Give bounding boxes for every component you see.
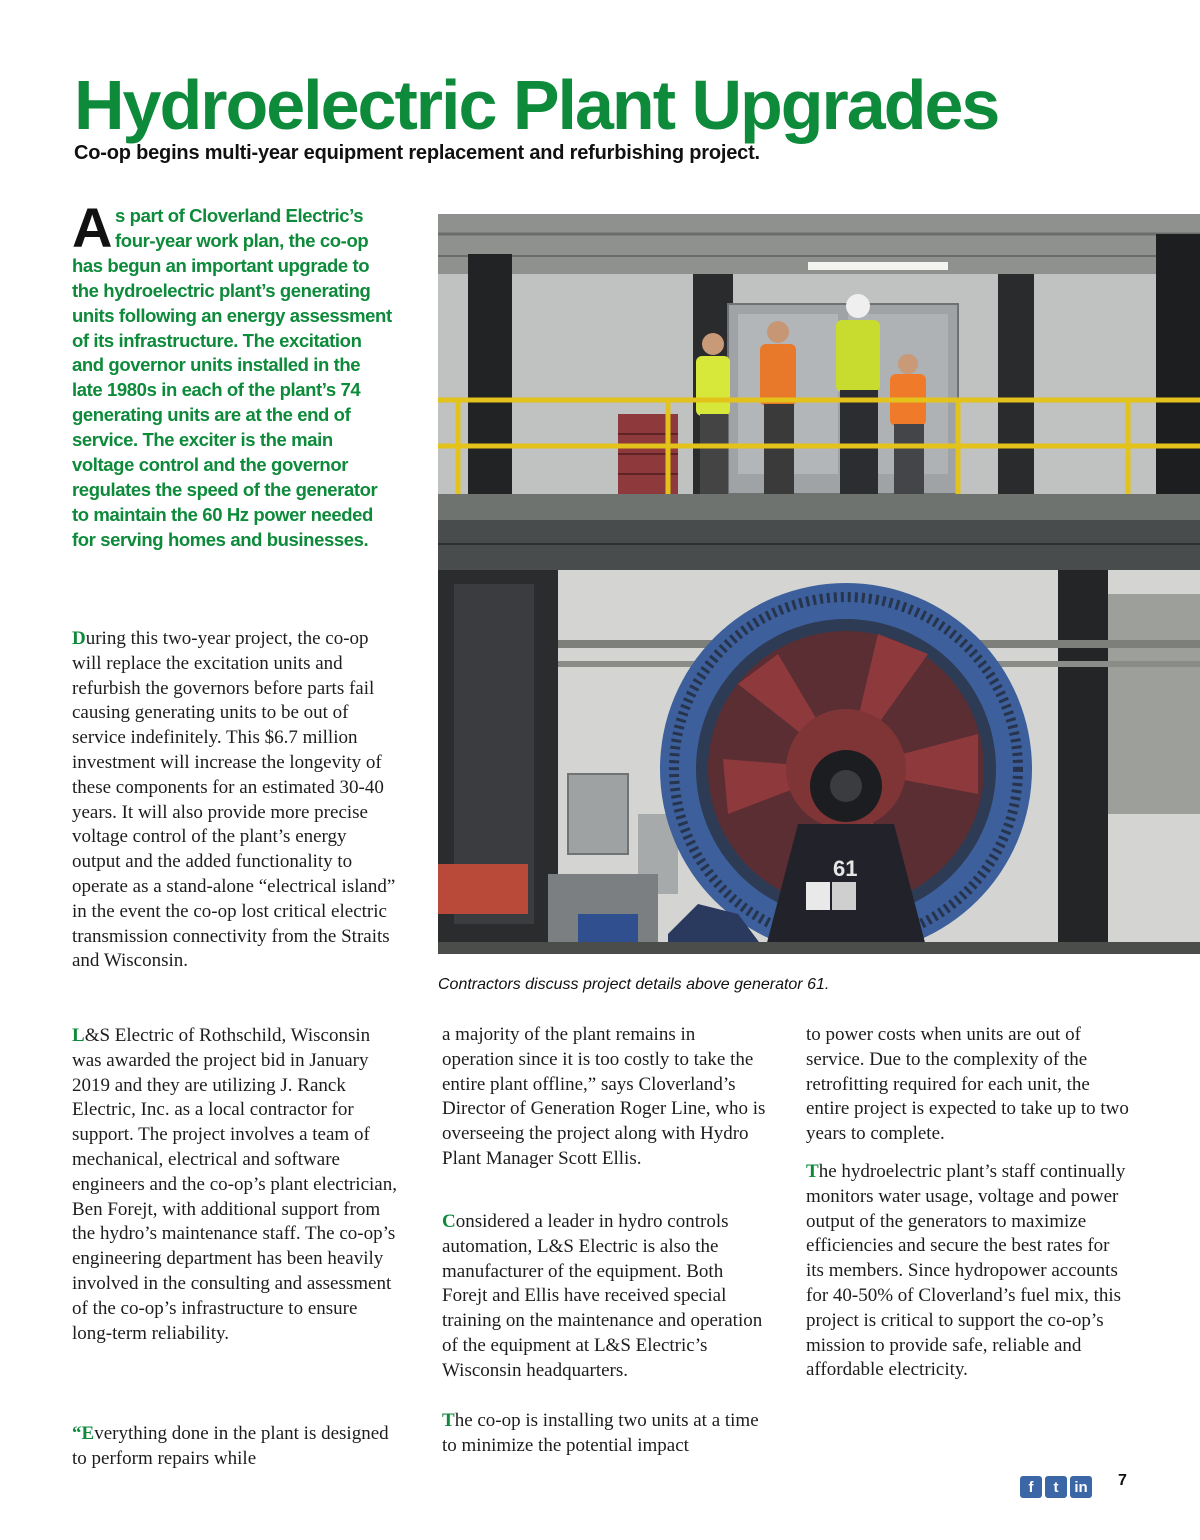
worker-figure xyxy=(890,354,926,494)
body-paragraph xyxy=(806,1160,1131,1383)
paragraph-text: he co-op is installing two units at a time to minimize the potential impact xyxy=(442,1410,759,1456)
paragraph-initial: D xyxy=(72,628,86,649)
paragraph-text: &S Electric of Rothschild, Wisconsin was awarded the project bid in January 2019 and they are utilizing J. Ranck Electric, Inc. as a local contractor for support. The project involves a team of mechanical, electrical and software engineers and the co-op’s plant electrician, Ben Forejt, with additional support from the hydro’s maintenance staff. The co-op’s engineering department has been heavily involved in the consulting and assessment of the co-op’s infrastructure to ensure long-term reliability. xyxy=(72,1025,397,1344)
lead-text: s part of Cloverland Electric’s four-year work plan, the co-op has begun an important upgrade to the hydroelectric plant’s generating units following an energy assessment of its infrastructure. The excitation and governor units installed in the late 1980s in each of the plant’s 74 generating units are at the end of service. The exciter is the main voltage control and the governor regulates the speed of the generator to maintain the 60 Hz power needed for serving homes and businesses. xyxy=(72,205,392,550)
paragraph-text: verything done in the plant is designed to perform repairs while xyxy=(72,1423,389,1469)
body-paragraph xyxy=(72,1024,397,1346)
body-paragraph xyxy=(442,1023,767,1172)
facebook-icon[interactable]: f xyxy=(1020,1476,1042,1498)
paragraph-text: a majority of the plant remains in operation since it is too costly to take the entire plant offline,” says Cloverland’s Director of Generation Roger Line, who is overseeing the project along with Hydro Plant Manager Scott Ellis. xyxy=(442,1024,766,1169)
worker-figure xyxy=(836,294,880,494)
paragraph-initial: “E xyxy=(72,1423,95,1444)
worker-figure xyxy=(696,333,730,494)
paragraph-initial: L xyxy=(72,1025,85,1046)
body-paragraph xyxy=(72,627,397,974)
generator-61 xyxy=(660,583,1032,954)
photo-caption: Contractors discuss project details above generator 61. xyxy=(438,976,830,993)
paragraph-initial: T xyxy=(442,1410,455,1431)
body-paragraph xyxy=(806,1023,1131,1147)
generator-photo-illustration xyxy=(438,214,1200,954)
paragraph-text: onsidered a leader in hydro controls automation, L&S Electric is also the manufacturer of the equipment. Both Forejt and Ellis have received special training on the maintenance and operation of the equipment at L&S Electric’s Wisconsin headquarters. xyxy=(442,1211,763,1381)
paragraph-text: to power costs when units are out of service. Due to the complexity of the retrofitting required for each unit, the entire project is expected to take up to two years to complete. xyxy=(806,1024,1129,1145)
social-links xyxy=(1020,1476,1092,1498)
twitter-icon[interactable]: t xyxy=(1045,1476,1067,1498)
body-paragraph xyxy=(72,1422,397,1472)
body-paragraph xyxy=(442,1210,767,1384)
page-title: Hydroelectric Plant Upgrades xyxy=(74,66,999,144)
paragraph-initial: T xyxy=(806,1161,819,1182)
paragraph-text: he hydroelectric plant’s staff continually monitors water usage, voltage and power output of the generators to maximize efficiencies and secure the best rates for its members. Since hydropower accounts for 40-50% of Cloverland’s fuel mix, this project is critical to support the co-op’s mission to provide safe, reliable and affordable electricity. xyxy=(806,1161,1126,1381)
generator-photo xyxy=(438,214,1200,954)
linkedin-icon[interactable]: in xyxy=(1070,1476,1092,1498)
worker-figure xyxy=(760,321,796,494)
drop-cap: A xyxy=(72,196,113,259)
paragraph-text: uring this two-year project, the co-op will replace the excitation units and refurbish the governors before parts fail causing generating units to be out of service indefinitely. This $6.7 million investment will increase the longevity of these components for an estimated 30-40 years. It will also provide more precise voltage control of the plant’s energy output and the added functionality to operate as a stand-alone “electrical island” in the event the co-op lost critical electric transmission connectivity from the Straits and Wisconsin. xyxy=(72,628,396,972)
lead-paragraph xyxy=(72,196,394,553)
body-paragraph xyxy=(442,1409,767,1459)
page-subtitle: Co-op begins multi-year equipment replacement and refurbishing project. xyxy=(74,142,760,164)
paragraph-initial: C xyxy=(442,1211,456,1232)
generator-unit-label: 61 xyxy=(833,856,858,881)
page-number: 7 xyxy=(1118,1472,1127,1489)
